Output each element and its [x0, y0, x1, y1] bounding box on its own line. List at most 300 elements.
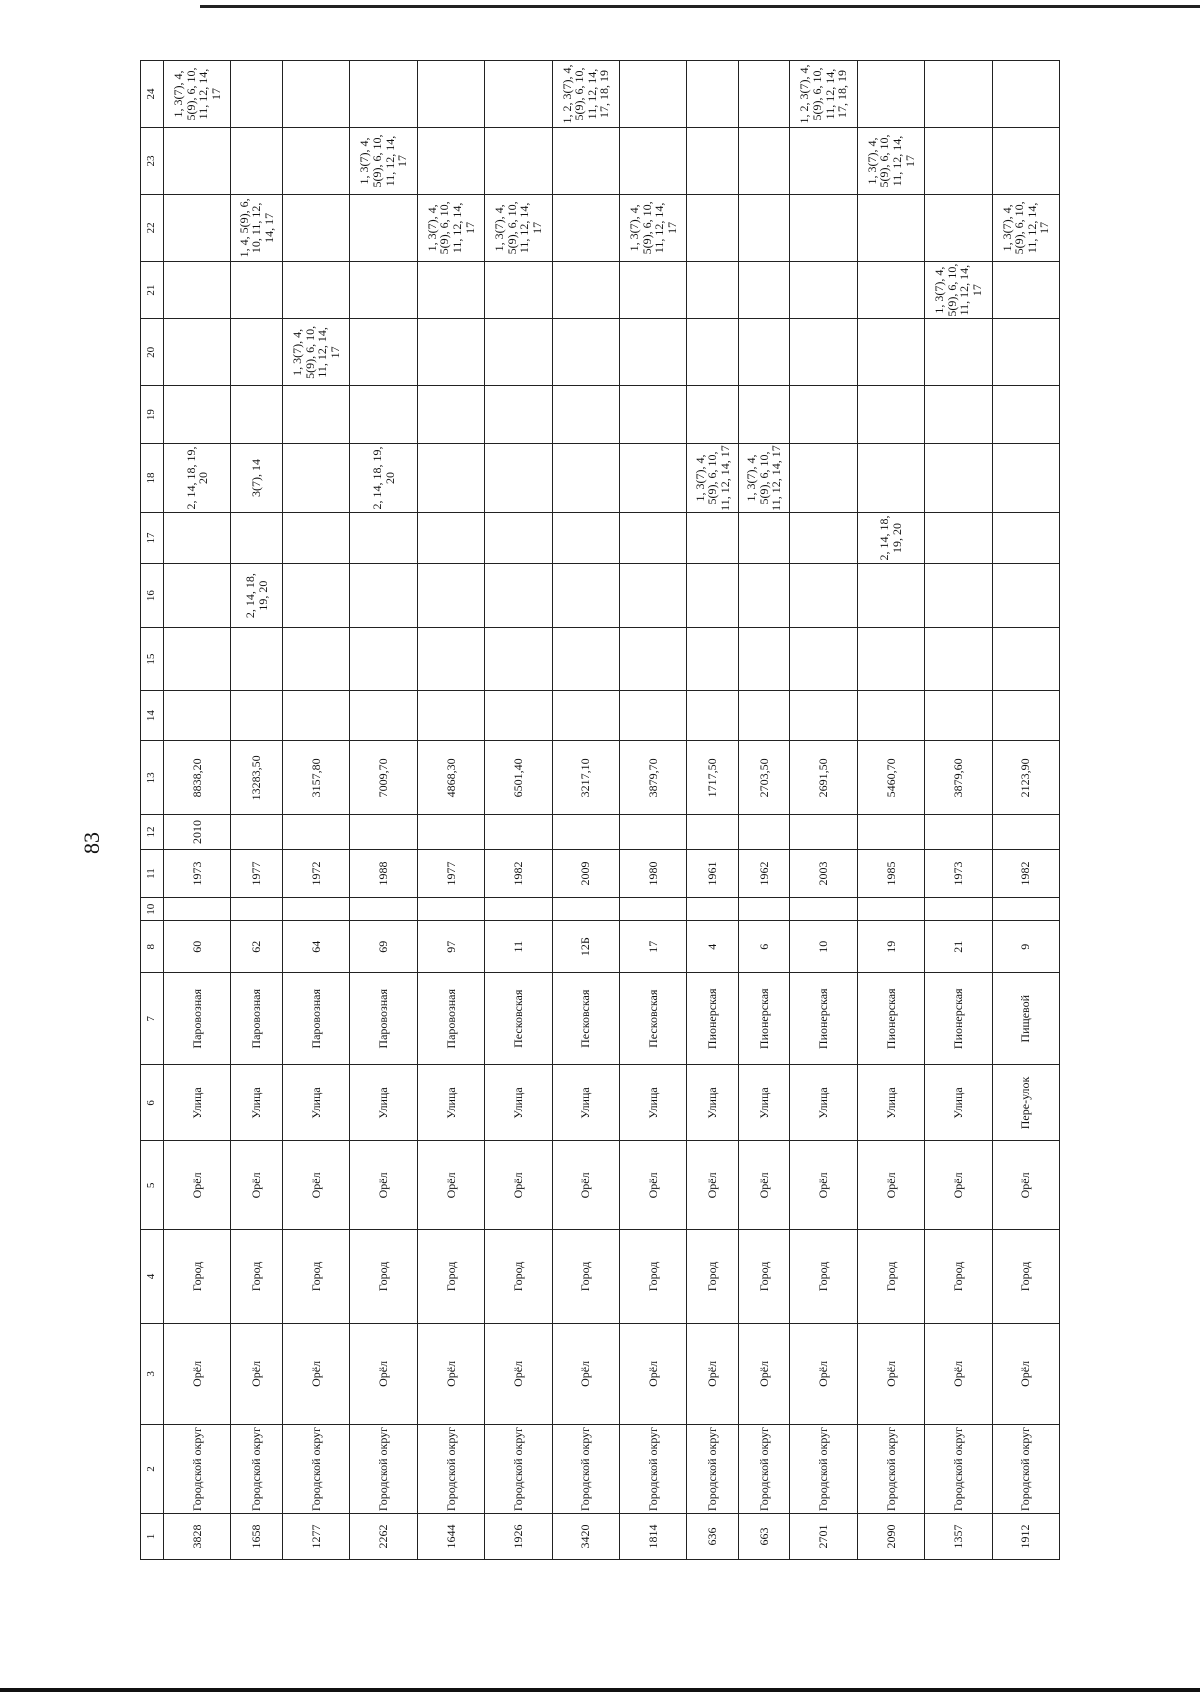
table-cell	[738, 319, 790, 386]
table-cell: Орёл	[925, 1323, 992, 1424]
table-cell: Город	[790, 1230, 857, 1323]
rotated-table-container	[140, 60, 1060, 1560]
table-cell: Орёл	[790, 1323, 857, 1424]
table-row	[790, 61, 857, 1560]
table-cell: Город	[350, 1230, 417, 1323]
table-cell: Орёл	[619, 1141, 686, 1230]
table-row	[687, 61, 739, 1560]
table-row	[417, 61, 484, 1560]
table-cell: Улица	[925, 1065, 992, 1141]
table-cell	[619, 513, 686, 564]
table-cell	[992, 815, 1059, 850]
table-cell: Орёл	[485, 1323, 552, 1424]
table-cell: 2123,90	[992, 741, 1059, 815]
table-cell	[790, 319, 857, 386]
table-cell: Орёл	[164, 1323, 231, 1424]
table-cell: Орёл	[857, 1323, 924, 1424]
table-cell: Орёл	[619, 1323, 686, 1424]
table-cell	[417, 61, 484, 128]
table-cell: 1, 3(7), 4, 5(9), 6, 10, 11, 12, 14, 17	[282, 319, 349, 386]
table-cell: Городской округ	[231, 1425, 283, 1514]
table-cell	[619, 898, 686, 921]
table-cell	[992, 319, 1059, 386]
table-cell	[282, 61, 349, 128]
header-cell: 16	[141, 563, 164, 628]
table-cell: Пионерская	[925, 973, 992, 1065]
header-cell: 24	[141, 61, 164, 128]
table-cell	[164, 690, 231, 741]
table-cell: Улица	[350, 1065, 417, 1141]
table-cell	[231, 319, 283, 386]
table-cell	[992, 513, 1059, 564]
table-cell	[231, 128, 283, 195]
table-cell	[925, 690, 992, 741]
table-cell: 3217,10	[552, 741, 619, 815]
table-cell: 1, 4, 5(9), 6, 10, 11, 12, 14, 17	[231, 194, 283, 261]
table-cell: 1962	[738, 849, 790, 897]
table-cell	[417, 690, 484, 741]
table-cell: 9	[992, 921, 1059, 973]
table-cell: Городской округ	[619, 1425, 686, 1514]
table-cell	[552, 386, 619, 444]
table-cell	[552, 628, 619, 690]
table-cell	[925, 128, 992, 195]
table-cell	[417, 261, 484, 319]
table-cell: 4868,30	[417, 741, 484, 815]
table-cell	[790, 690, 857, 741]
header-cell: 8	[141, 921, 164, 973]
table-cell: Городской округ	[687, 1425, 739, 1514]
header-cell: 17	[141, 513, 164, 564]
table-cell	[350, 513, 417, 564]
table-cell: 60	[164, 921, 231, 973]
table-cell: Паровозная	[164, 973, 231, 1065]
top-rule	[200, 5, 1200, 8]
table-cell: Городской округ	[790, 1425, 857, 1514]
header-row	[141, 61, 164, 1560]
table-cell: Орёл	[687, 1141, 739, 1230]
table-cell: Орёл	[231, 1323, 283, 1424]
bottom-rule	[0, 1688, 1200, 1692]
table-cell: 1, 3(7), 4, 5(9), 6, 10, 11, 12, 14, 17	[925, 261, 992, 319]
table-cell: Орёл	[687, 1323, 739, 1424]
table-cell	[738, 386, 790, 444]
table-cell	[417, 898, 484, 921]
table-cell	[282, 898, 349, 921]
header-cell: 20	[141, 319, 164, 386]
table-cell	[552, 513, 619, 564]
table-cell: Паровозная	[417, 973, 484, 1065]
table-row	[231, 61, 283, 1560]
table-cell: Улица	[417, 1065, 484, 1141]
table-cell	[485, 563, 552, 628]
table-cell: Городской округ	[417, 1425, 484, 1514]
table-cell	[857, 690, 924, 741]
table-cell	[164, 261, 231, 319]
table-cell: Город	[925, 1230, 992, 1323]
table-cell	[164, 628, 231, 690]
table-cell	[164, 128, 231, 195]
table-cell: Паровозная	[282, 973, 349, 1065]
table-cell	[485, 628, 552, 690]
table-cell	[485, 898, 552, 921]
table-cell	[687, 386, 739, 444]
table-cell: 2003	[790, 849, 857, 897]
table-cell: Орёл	[925, 1141, 992, 1230]
table-cell: Орёл	[231, 1141, 283, 1230]
table-cell: Орёл	[417, 1141, 484, 1230]
table-cell	[925, 194, 992, 261]
table-cell	[925, 319, 992, 386]
table-row	[350, 61, 417, 1560]
table-cell: 5460,70	[857, 741, 924, 815]
table-cell	[282, 261, 349, 319]
table-cell: Городской округ	[992, 1425, 1059, 1514]
table-cell	[552, 128, 619, 195]
table-cell: Орёл	[552, 1141, 619, 1230]
table-cell: Улица	[282, 1065, 349, 1141]
table-cell: Улица	[552, 1065, 619, 1141]
table-cell	[231, 386, 283, 444]
table-cell	[857, 898, 924, 921]
table-cell: 2, 14, 18, 19, 20	[857, 513, 924, 564]
table-cell	[925, 513, 992, 564]
table-cell	[992, 443, 1059, 512]
table-cell	[857, 563, 924, 628]
table-cell: Орёл	[164, 1141, 231, 1230]
table-cell: 3879,70	[619, 741, 686, 815]
table-cell: 663	[738, 1513, 790, 1559]
table-cell	[925, 386, 992, 444]
table-cell	[417, 443, 484, 512]
table-cell: Улица	[485, 1065, 552, 1141]
table-cell	[857, 815, 924, 850]
table-cell	[552, 898, 619, 921]
table-cell: Городской округ	[350, 1425, 417, 1514]
table-cell	[282, 628, 349, 690]
table-cell: Улица	[857, 1065, 924, 1141]
table-cell: Улица	[687, 1065, 739, 1141]
table-cell: Орёл	[417, 1323, 484, 1424]
table-cell: Орёл	[992, 1141, 1059, 1230]
table-cell	[231, 690, 283, 741]
table-cell: Пионерская	[687, 973, 739, 1065]
table-cell: 1717,50	[687, 741, 739, 815]
table-cell	[790, 898, 857, 921]
table-cell	[687, 815, 739, 850]
header-cell: 2	[141, 1425, 164, 1514]
table-cell: 1, 3(7), 4, 5(9), 6, 10, 11, 12, 14, 17	[619, 194, 686, 261]
table-cell: Улица	[738, 1065, 790, 1141]
table-cell	[790, 563, 857, 628]
table-cell	[738, 128, 790, 195]
table-cell: 1972	[282, 849, 349, 897]
header-cell: 18	[141, 443, 164, 512]
table-cell: 64	[282, 921, 349, 973]
table-cell: 1, 3(7), 4, 5(9), 6, 10, 11, 12, 14, 17	[417, 194, 484, 261]
table-cell: 17	[619, 921, 686, 973]
table-cell: 12Б	[552, 921, 619, 973]
table-cell	[350, 898, 417, 921]
table-cell	[350, 261, 417, 319]
table-cell: 3879,60	[925, 741, 992, 815]
table-cell	[790, 128, 857, 195]
table-cell	[552, 563, 619, 628]
table-cell: Паровозная	[231, 973, 283, 1065]
housing-register-table	[140, 60, 1060, 1560]
table-cell	[417, 513, 484, 564]
header-cell: 19	[141, 386, 164, 444]
table-cell	[619, 386, 686, 444]
table-cell	[925, 898, 992, 921]
table-cell	[687, 690, 739, 741]
table-cell	[417, 128, 484, 195]
table-cell	[485, 690, 552, 741]
table-cell	[687, 194, 739, 261]
table-cell	[350, 815, 417, 850]
table-cell: Городской округ	[552, 1425, 619, 1514]
table-cell: 1658	[231, 1513, 283, 1559]
table-row	[164, 61, 231, 1560]
table-cell: 1961	[687, 849, 739, 897]
table-row	[282, 61, 349, 1560]
table-cell	[619, 61, 686, 128]
table-cell: Город	[738, 1230, 790, 1323]
header-cell: 14	[141, 690, 164, 741]
table-cell: 6501,40	[485, 741, 552, 815]
table-cell: 62	[231, 921, 283, 973]
table-cell: 3828	[164, 1513, 231, 1559]
table-cell: 1, 2, 3(7), 4, 5(9), 6, 10, 11, 12, 14, 17, 18, 19	[790, 61, 857, 128]
table-cell	[350, 628, 417, 690]
table-cell	[687, 628, 739, 690]
table-cell	[687, 319, 739, 386]
table-cell	[282, 563, 349, 628]
table-cell	[992, 386, 1059, 444]
table-cell	[350, 61, 417, 128]
table-cell: 2262	[350, 1513, 417, 1559]
table-cell: Улица	[619, 1065, 686, 1141]
table-cell: 1988	[350, 849, 417, 897]
table-cell	[282, 194, 349, 261]
table-cell: 2, 14, 18, 19, 20	[231, 563, 283, 628]
table-cell	[282, 815, 349, 850]
table-cell	[164, 513, 231, 564]
table-cell: 3157,80	[282, 741, 349, 815]
table-cell: Город	[857, 1230, 924, 1323]
table-cell: Пионерская	[790, 973, 857, 1065]
table-cell	[350, 386, 417, 444]
table-cell	[738, 61, 790, 128]
table-cell: 69	[350, 921, 417, 973]
table-cell: 1912	[992, 1513, 1059, 1559]
table-cell	[282, 513, 349, 564]
table-cell: Песковская	[619, 973, 686, 1065]
header-cell: 13	[141, 741, 164, 815]
table-cell: Пищевой	[992, 973, 1059, 1065]
table-cell: 1, 3(7), 4, 5(9), 6, 10, 11, 12, 14, 17	[687, 443, 739, 512]
table-cell: Городской округ	[925, 1425, 992, 1514]
table-cell: 2, 14, 18, 19, 20	[164, 443, 231, 512]
table-cell: Город	[992, 1230, 1059, 1323]
table-cell	[552, 815, 619, 850]
table-cell: 1977	[231, 849, 283, 897]
table-cell	[417, 815, 484, 850]
header-cell: 11	[141, 849, 164, 897]
header-cell: 22	[141, 194, 164, 261]
header-cell: 10	[141, 898, 164, 921]
table-cell	[619, 128, 686, 195]
table-cell	[164, 319, 231, 386]
table-cell	[552, 194, 619, 261]
table-cell	[350, 319, 417, 386]
table-cell: 2703,50	[738, 741, 790, 815]
table-cell: Орёл	[738, 1141, 790, 1230]
table-cell	[417, 386, 484, 444]
header-cell: 4	[141, 1230, 164, 1323]
table-cell	[790, 513, 857, 564]
table-row	[619, 61, 686, 1560]
table-cell: Орёл	[350, 1141, 417, 1230]
header-cell: 21	[141, 261, 164, 319]
table-cell: Город	[552, 1230, 619, 1323]
table-cell	[790, 628, 857, 690]
table-cell	[619, 563, 686, 628]
table-cell	[738, 194, 790, 261]
table-cell	[992, 61, 1059, 128]
table-cell	[925, 61, 992, 128]
table-cell	[485, 443, 552, 512]
table-cell	[925, 628, 992, 690]
table-cell	[417, 319, 484, 386]
page-number: 83	[79, 832, 104, 854]
table-cell: 19	[857, 921, 924, 973]
table-cell: Городской округ	[485, 1425, 552, 1514]
table-cell: Улица	[790, 1065, 857, 1141]
table-cell: 1973	[164, 849, 231, 897]
table-cell	[619, 628, 686, 690]
table-cell	[857, 61, 924, 128]
table-cell	[738, 628, 790, 690]
table-cell	[687, 61, 739, 128]
table-cell: 1985	[857, 849, 924, 897]
header-cell: 3	[141, 1323, 164, 1424]
table-cell: 1982	[485, 849, 552, 897]
table-cell	[790, 261, 857, 319]
table-row	[925, 61, 992, 1560]
table-cell	[485, 319, 552, 386]
table-cell	[552, 319, 619, 386]
table-cell	[925, 815, 992, 850]
table-cell	[619, 690, 686, 741]
table-cell: Улица	[231, 1065, 283, 1141]
table-cell: Город	[282, 1230, 349, 1323]
table-cell	[738, 513, 790, 564]
table-cell: Орёл	[790, 1141, 857, 1230]
table-cell: 2010	[164, 815, 231, 850]
table-cell	[485, 386, 552, 444]
table-cell	[350, 194, 417, 261]
table-cell: Орёл	[738, 1323, 790, 1424]
table-cell	[619, 815, 686, 850]
table-cell	[992, 690, 1059, 741]
table-cell: 3420	[552, 1513, 619, 1559]
header-cell: 1	[141, 1513, 164, 1559]
table-cell: 2009	[552, 849, 619, 897]
table-cell: Орёл	[857, 1141, 924, 1230]
table-cell	[925, 563, 992, 628]
table-cell	[417, 563, 484, 628]
table-cell	[619, 261, 686, 319]
table-cell: Орёл	[282, 1323, 349, 1424]
table-cell	[282, 128, 349, 195]
table-cell: Город	[687, 1230, 739, 1323]
table-cell: 1644	[417, 1513, 484, 1559]
table-cell: 2, 14, 18, 19, 20	[350, 443, 417, 512]
table-cell: 1, 2, 3(7), 4, 5(9), 6, 10, 11, 12, 14, 17, 18, 19	[552, 61, 619, 128]
header-cell: 7	[141, 973, 164, 1065]
table-cell: 1, 3(7), 4, 5(9), 6, 10, 11, 12, 14, 17	[738, 443, 790, 512]
table-cell: 2701	[790, 1513, 857, 1559]
table-cell	[619, 443, 686, 512]
table-cell	[164, 563, 231, 628]
header-cell: 6	[141, 1065, 164, 1141]
table-cell	[552, 443, 619, 512]
table-cell	[687, 261, 739, 319]
table-cell	[552, 690, 619, 741]
table-cell: 1926	[485, 1513, 552, 1559]
table-cell	[738, 815, 790, 850]
table-cell: 1, 3(7), 4, 5(9), 6, 10, 11, 12, 14, 17	[857, 128, 924, 195]
table-cell: Городской округ	[857, 1425, 924, 1514]
table-cell: Город	[231, 1230, 283, 1323]
table-cell	[790, 386, 857, 444]
table-row	[857, 61, 924, 1560]
table-cell	[857, 194, 924, 261]
table-cell	[738, 898, 790, 921]
table-cell: 1, 3(7), 4, 5(9), 6, 10, 11, 12, 14, 17	[164, 61, 231, 128]
table-cell: 2691,50	[790, 741, 857, 815]
table-cell	[619, 319, 686, 386]
table-cell: Городской округ	[738, 1425, 790, 1514]
table-cell: 2090	[857, 1513, 924, 1559]
table-cell: 21	[925, 921, 992, 973]
table-cell: 1, 3(7), 4, 5(9), 6, 10, 11, 12, 14, 17	[485, 194, 552, 261]
table-cell	[231, 513, 283, 564]
table-cell: Орёл	[350, 1323, 417, 1424]
table-cell: 11	[485, 921, 552, 973]
table-cell	[164, 898, 231, 921]
table-cell	[164, 386, 231, 444]
table-cell: Орёл	[282, 1141, 349, 1230]
table-cell	[687, 898, 739, 921]
table-cell	[350, 690, 417, 741]
table-cell: Городской округ	[164, 1425, 231, 1514]
table-cell: Песковская	[552, 973, 619, 1065]
table-cell	[857, 443, 924, 512]
table-cell	[231, 898, 283, 921]
table-cell	[857, 261, 924, 319]
table-cell: Город	[619, 1230, 686, 1323]
table-cell: 1982	[992, 849, 1059, 897]
table-cell: 10	[790, 921, 857, 973]
table-cell: 6	[738, 921, 790, 973]
table-cell: 1, 3(7), 4, 5(9), 6, 10, 11, 12, 14, 17	[350, 128, 417, 195]
table-cell	[164, 194, 231, 261]
table-cell	[687, 513, 739, 564]
table-row	[485, 61, 552, 1560]
table-cell	[857, 628, 924, 690]
